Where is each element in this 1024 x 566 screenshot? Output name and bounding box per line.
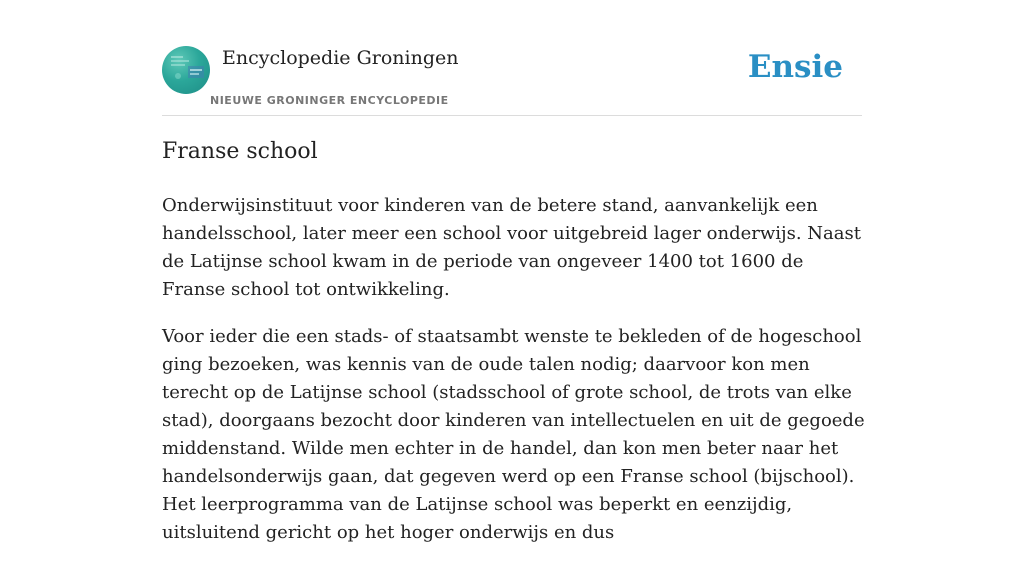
site-header	[162, 40, 862, 116]
article-paragraph: Onderwijsinstituut voor kinderen van de betere stand, aanvankelijk een handelsschool, later meer een school voor uitgebreid lager onderwijs. Naast de Latijnse school kwam in de periode van ongeveer 1400 tot 1600 de Franse school tot ontwikkeling.	[162, 195, 861, 300]
site-subtitle: NIEUWE GRONINGER ENCYCLOPEDIE	[210, 94, 449, 107]
article-paragraph: Voor ieder die een stads- of staatsambt wenste te bekleden of de hogeschool ging bezoeken, was kennis van de oude talen nodig; daarvoor kon men terecht op de Latijnse school (stadsschool of grote school, de trots van elke stad), doorgaans bezocht door kinderen van intellectuelen en uit de gegoede middenstand. Wilde men echter in de handel, dan kon men beter naar het handelsonderwijs gaan, dat gegeven werd op een Franse school (bijschool). Het leerprogramma van de Latijnse school was beperkt en eenzijdig, uitsluitend gericht op het hoger onderwijs en dus	[162, 326, 865, 543]
article-title: Franse school	[162, 139, 318, 164]
site-title[interactable]: Encyclopedie Groningen	[222, 47, 459, 69]
article-body	[162, 192, 872, 566]
map-icon	[162, 46, 210, 94]
brand-logo-link[interactable]: Ensie	[747, 49, 843, 85]
site-logo[interactable]	[162, 46, 210, 94]
